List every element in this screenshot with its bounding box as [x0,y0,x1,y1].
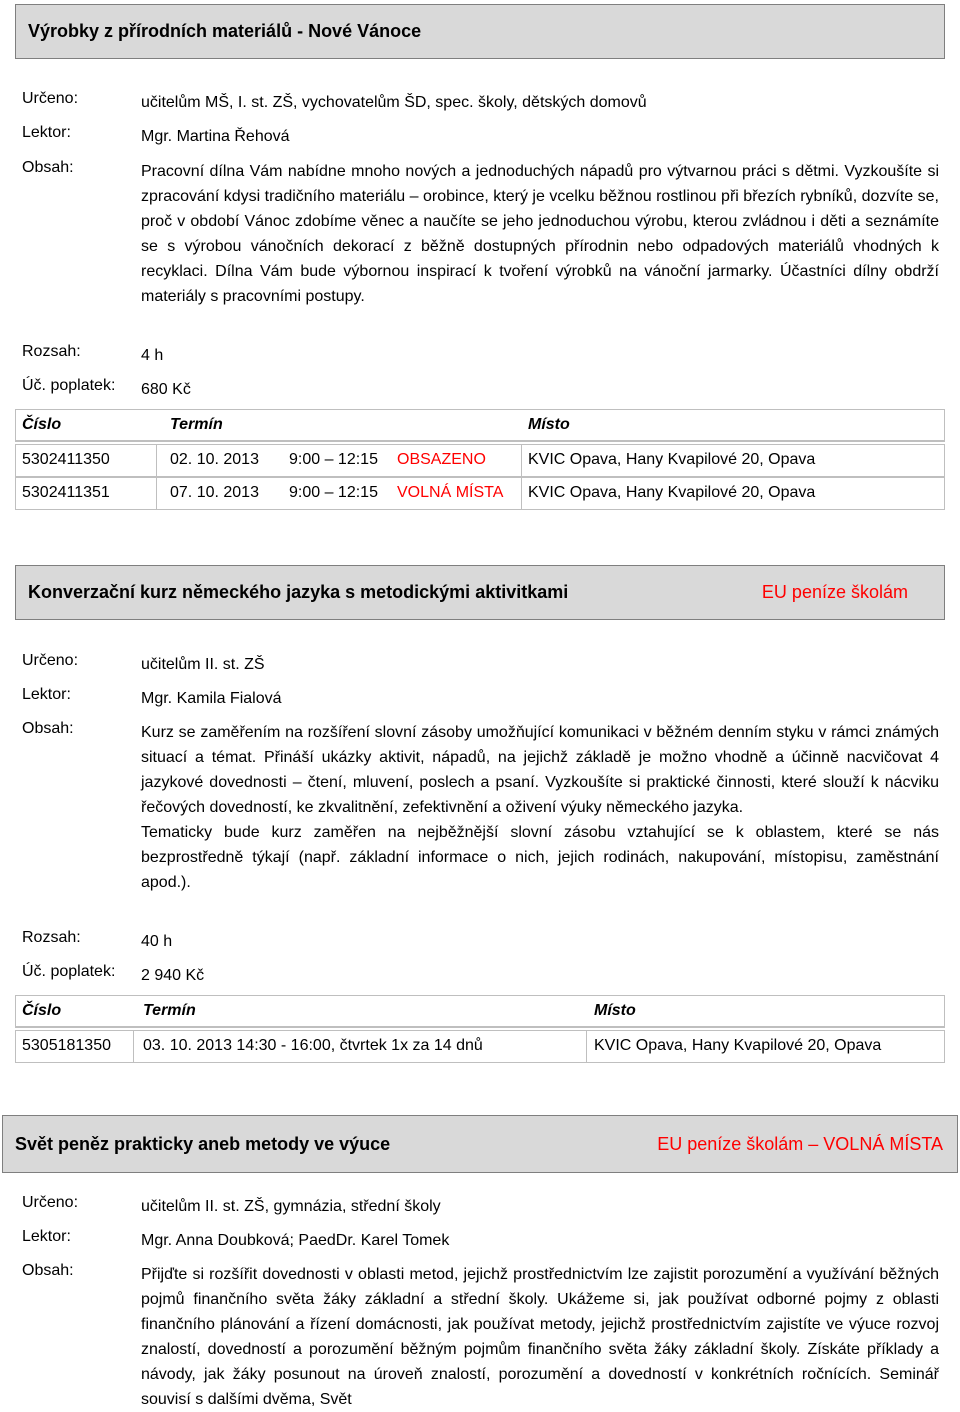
label-lektor: Lektor: [22,124,71,141]
row-termin: 03. 10. 2013 14:30 - 16:00, čtvrtek 1x za 14 dnů [143,1037,483,1054]
course-2-urceno: učitelům II. st. ZŠ [141,656,265,673]
course-3-title: Svět peněz prakticky aneb metody ve výuce [15,1133,391,1154]
course-2-lektor: Mgr. Kamila Fialová [141,690,282,707]
course-1-urceno: učitelům MŠ, I. st. ZŠ, vychovatelům ŠD, spec. školy, dětských domovů [141,94,647,111]
label-urceno: Určeno: [22,652,79,669]
row-cas: 9:00 – 12:15 [289,451,378,468]
course-2-schedule-row [15,1030,945,1063]
course-1-title-bar [15,4,945,59]
course-2-schedule-header [15,995,945,1028]
label-obsah: Obsah: [22,720,74,737]
course-2-obsah [141,720,939,895]
course-3-urceno: učitelům II. st. ZŠ, gymnázia, střední školy [141,1198,441,1215]
label-obsah: Obsah: [22,1262,74,1279]
col-termin: Termín [170,416,223,433]
course-2-title-bar [15,565,945,620]
course-1-obsah: Pracovní dílna Vám nabídne mnoho nových a jednoduchých nápadů pro výtvarnou práci s dětmi. Vyzkoušíte si zpracování kdysi tradičního materiálu – orobince, který je vcelku běžnou rostlinou při březích rybníků, dozvíte se, proč v období Vánoc zdobíme věnec a naučíte se jeho jednoduchou výrobu, kterou zvládnou i děti a seznámíte se s výrobou vánočních dekorací z běžně dostupných přírodnin nebo odpadových materiálů vhodných k recyklaci. Dílna Vám bude výbornou inspirací k tvoření výrobků na vánoční jarmarky. Účastníci dílny obdrží materiály s pracovními postupy. [141,163,939,305]
label-urceno: Určeno: [22,90,79,107]
course-2-obsah-p1: Kurz se zaměřením na rozšíření slovní zásoby umožňující komunikaci v běžném denním styku v rámci známých situací a témat. Přináší ukázky aktivit, nápadů, na jejichž základě je možno vhodně a účinně nacvičovat 4 jazykové dovednosti – čtení, mluvení, poslech a psaní. Vyzkoušíte si praktické činnosti, které slouží k nácviku řečových dovedností, ke zkvalitnění, zefektivnění a oživení výuky německého jazyka. [141,724,939,816]
row-cislo: 5302411351 [22,484,110,501]
label-lektor: Lektor: [22,686,71,703]
label-lektor: Lektor: [22,1228,71,1245]
course-2-title: Konverzační kurz německého jazyka s metodickými aktivitkami [28,582,569,602]
course-2-obsah-p2: Tematicky bude kurz zaměřen na nejběžnější slovní zásobu vztahující se k oblastem, které se nás bezprostředně týkají (např. základní informace o nich, jejich rodinách, nakupování, místopisu, zaměstnání apod.). [141,824,939,891]
course-1-rozsah: 4 h [141,347,164,364]
row-datum: 07. 10. 2013 [170,484,259,501]
row-cas: 9:00 – 12:15 [289,484,378,501]
label-poplatek: Úč. poplatek: [22,963,116,980]
course-1-schedule-header [15,409,945,442]
label-rozsah: Rozsah: [22,929,81,946]
label-obsah: Obsah: [22,159,74,176]
course-1-lektor: Mgr. Martina Řehová [141,128,290,145]
course-2-poplatek: 2 940 Kč [141,967,205,984]
col-misto: Místo [594,1002,636,1019]
col-misto: Místo [528,416,570,433]
row-datum: 02. 10. 2013 [170,451,259,468]
course-1-schedule-row [15,444,945,477]
course-3-lektor: Mgr. Anna Doubková; PaedDr. Karel Tomek [141,1232,450,1249]
status-badge: VOLNÁ MÍSTA [397,484,504,501]
course-2-badge: EU peníze školám [761,582,908,602]
row-misto: KVIC Opava, Hany Kvapilové 20, Opava [528,484,816,501]
row-misto: KVIC Opava, Hany Kvapilové 20, Opava [528,451,816,468]
course-3-obsah: Přijďte si rozšířit dovednosti v oblasti metod, jejichž prostřednictvím lze zajistit porozumění a využívání běžných pojmů finančního světa žáky základní a střední školy. Ukážeme si, jak používat odborné pojmy z oblasti finančního plánování a řízení domácnosti, jak používat metody, jejichž prostřednictvím zajistíte ve výuce rozvoj znalostí, dovedností a porozumění běžným pojmům finančního světa žáky základní školy. Získáte příklady a návody, jak žáky posunout na úroveň znalostí, porozumění a dovedností v konkrétních ročnících. Seminář souvisí s dalšími dvěma, Svět [141,1266,939,1408]
label-poplatek: Úč. poplatek: [22,377,116,394]
label-rozsah: Rozsah: [22,343,81,360]
label-urceno: Určeno: [22,1194,79,1211]
row-cislo: 5305181350 [22,1037,111,1054]
course-3-badge: EU peníze školám – VOLNÁ MÍSTA [657,1133,943,1154]
course-1-poplatek: 680 Kč [141,381,191,398]
course-3-title-bar [2,1115,958,1173]
row-misto: KVIC Opava, Hany Kvapilové 20, Opava [594,1037,882,1054]
col-termin: Termín [143,1002,196,1019]
col-cislo: Číslo [22,1002,62,1019]
course-1-schedule-row [15,477,945,510]
course-2-rozsah: 40 h [141,933,173,950]
course-1-title: Výrobky z přírodních materiálů - Nové Vánoce [28,21,422,41]
row-cislo: 5302411350 [22,451,110,468]
status-badge: OBSAZENO [397,451,486,468]
col-cislo: Číslo [22,416,62,433]
